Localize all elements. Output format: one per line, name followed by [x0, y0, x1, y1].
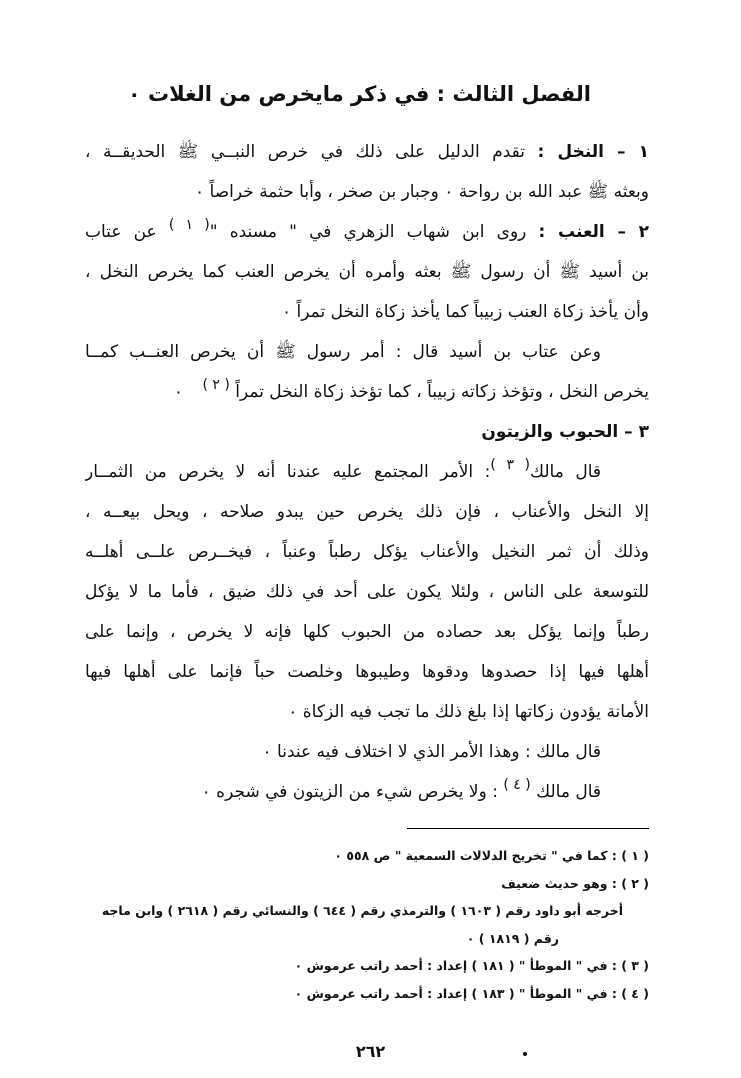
- text-line: أهلها فيها إذا حصدوها ودقوها وطيبوها وخلصت حباً فإنما على أهلها فيها: [85, 662, 649, 682]
- text-line: [85, 132, 649, 172]
- footnote-1: ( ١ ) : كما في " تخريج الدلالات السمعية " ص ٥٥٨ ٠: [334, 848, 649, 863]
- section-heading-grains: ٣ – الحبوب والزيتون: [481, 422, 649, 442]
- text-line: وعن عتاب بن أسيد قال : أمر رسول ﷺ أن يخرص العنــب كمــا: [85, 342, 601, 362]
- text-span: تقدم الدليل على ذلك في خرص النبــي ﷺ الحديقــة ،: [85, 142, 525, 162]
- chapter-title: الفصل الثالث : في ذكر مايخرص من الغلات ٠: [127, 82, 591, 106]
- main-text: [85, 132, 649, 812]
- text-span: قال مالك: [530, 462, 601, 482]
- text-line: إلا النخل والأعناب ، فإن ذلك يخرص حين يبدو صلاحه ، ويحل بيعــه ،: [85, 502, 649, 522]
- footnotes: [85, 842, 649, 1007]
- text-line: [85, 372, 649, 412]
- footnote-2: ( ٢ ) : وهو حديث ضعيف: [501, 875, 649, 891]
- text-span: ٠: [173, 382, 184, 402]
- text-span: قال مالك: [536, 782, 601, 802]
- text-line: وأن يأخذ زكاة العنب زبيباً كما يأخذ زكاة النخل تمراً ٠: [281, 302, 649, 322]
- text-span: عن عتاب: [85, 222, 157, 242]
- footnote-ref-3: ( ٣ ): [490, 457, 531, 473]
- text-line: الأمانة يؤدون زكاتها إذا بلغ ذلك ما تجب فيه الزكاة ٠: [288, 702, 649, 722]
- text-line: وذلك أن ثمر النخيل والأعناب يؤكل رطباً وعنباً ، فيخــرص علــى أهلــه: [85, 542, 649, 562]
- footnote-2-detail-cont: رقم ( ١٨١٩ ) ٠: [466, 930, 559, 946]
- footnote-ref-2: ( ٢ ): [202, 377, 230, 393]
- text-span: : ولا يخرص شيء من الزيتون في شجره ٠: [201, 782, 498, 802]
- footnote-2-detail: أخرجه أبو داود رقم ( ١٦٠٣ ) والترمذي رقم ( ٦٤٤ ) والنسائي رقم ( ٢٦١٨ ) وابن ماجه: [101, 903, 623, 918]
- item-heading-grapes: ٢ – العنب :: [538, 222, 649, 242]
- text-line: قال مالك : وهذا الأمر الذي لا اختلاف فيه عندنا ٠: [262, 742, 601, 762]
- page-number: ٢٦٢: [355, 1042, 386, 1061]
- text-span: يخرص النخل ، وتؤخذ زكاته زبيباً ، كما تؤخذ زكاة النخل تمراً: [235, 382, 649, 402]
- footnote-divider: [407, 828, 649, 829]
- text-line: وبعثه ﷺ عبد الله بن رواحة ٠ وجبار بن صخر ، وأبا حثمة خراصاً ٠: [195, 182, 649, 202]
- text-line: [85, 212, 649, 252]
- footnote-ref-1: ( ١ ): [168, 217, 210, 233]
- footnote-3: ( ٣ ) : في " الموطأ " ( ١٨١ ) إعداد : أحمد راتب عرموش ٠: [294, 958, 649, 973]
- text-span: روى ابن شهاب الزهري في " مسنده ": [209, 222, 527, 242]
- item-heading-palm: ١ – النخل :: [537, 142, 649, 162]
- text-line: [85, 452, 649, 492]
- text-span: : الأمر المجتمع عليه عندنا أنه لا يخرص من الثمــار: [85, 462, 491, 482]
- footnote-4: ( ٤ ) : في " الموطأ " ( ١٨٣ ) إعداد : أحمد راتب عرموش ٠: [294, 985, 649, 1001]
- scan-speck: [523, 1052, 527, 1056]
- text-line: للتوسعة على الناس ، ولئلا يكون على أحد في ذلك ضيق ، فأما ما لا يؤكل: [85, 582, 649, 602]
- text-line: [85, 772, 649, 812]
- text-line: بن أسيد ﷺ أن رسول ﷺ بعثه وأمره أن يخرص العنب كما يخرص النخل ،: [85, 262, 649, 282]
- text-line: رطباً وإنما يؤكل بعد حصاده من الحبوب كلها فإنه لا يخرص ، وإنما على: [85, 622, 649, 642]
- footnote-ref-4: ( ٤ ): [503, 777, 531, 793]
